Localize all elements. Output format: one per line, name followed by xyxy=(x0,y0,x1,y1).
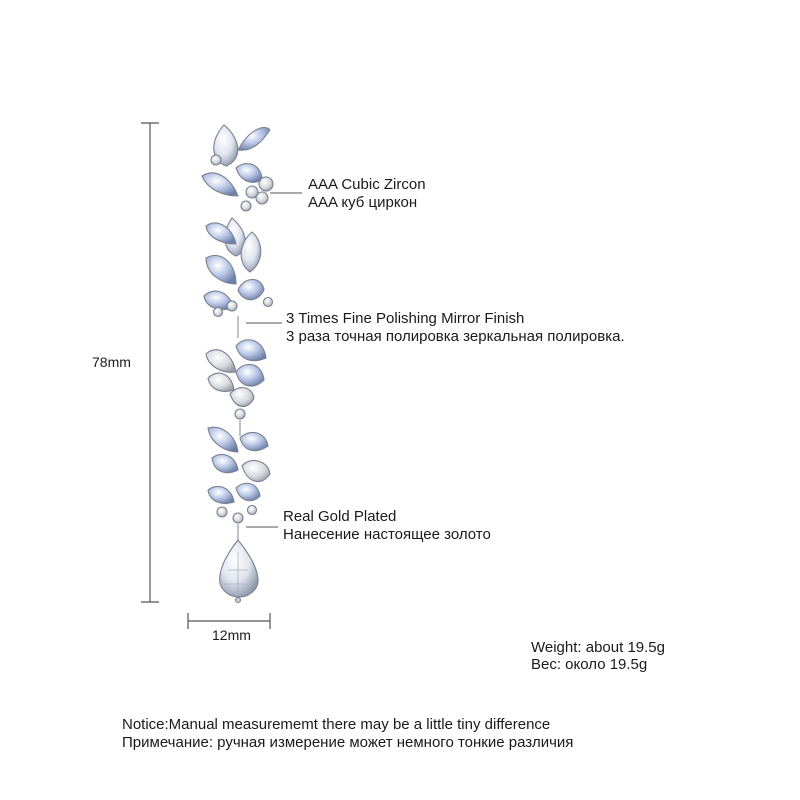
weight-ru: Вес: около 19.5g xyxy=(531,656,648,673)
earring-drawing xyxy=(202,125,273,603)
notice-ru: Примечание: ручная измерение может немного тонкие различия xyxy=(122,734,574,751)
callout-zircon-en: AAA Cubic Zircon xyxy=(308,176,426,193)
callout-zircon-ru: AAA куб циркон xyxy=(308,194,418,211)
height-dimension-label: 78mm xyxy=(92,354,131,370)
callout-polishing-en: 3 Times Fine Polishing Mirror Finish xyxy=(286,310,525,327)
callout-polishing-ru: 3 раза точная полировка зеркальная полировка. xyxy=(286,328,625,345)
height-dimension-line xyxy=(141,123,159,602)
notice-en: Notice:Manual measurememt there may be a little tiny difference xyxy=(122,716,551,733)
width-dimension-label: 12mm xyxy=(212,627,251,643)
weight-en: Weight: about 19.5g xyxy=(531,639,665,656)
callout-gold-en: Real Gold Plated xyxy=(283,508,397,525)
callout-gold-ru: Нанесение настоящее золото xyxy=(283,526,491,543)
